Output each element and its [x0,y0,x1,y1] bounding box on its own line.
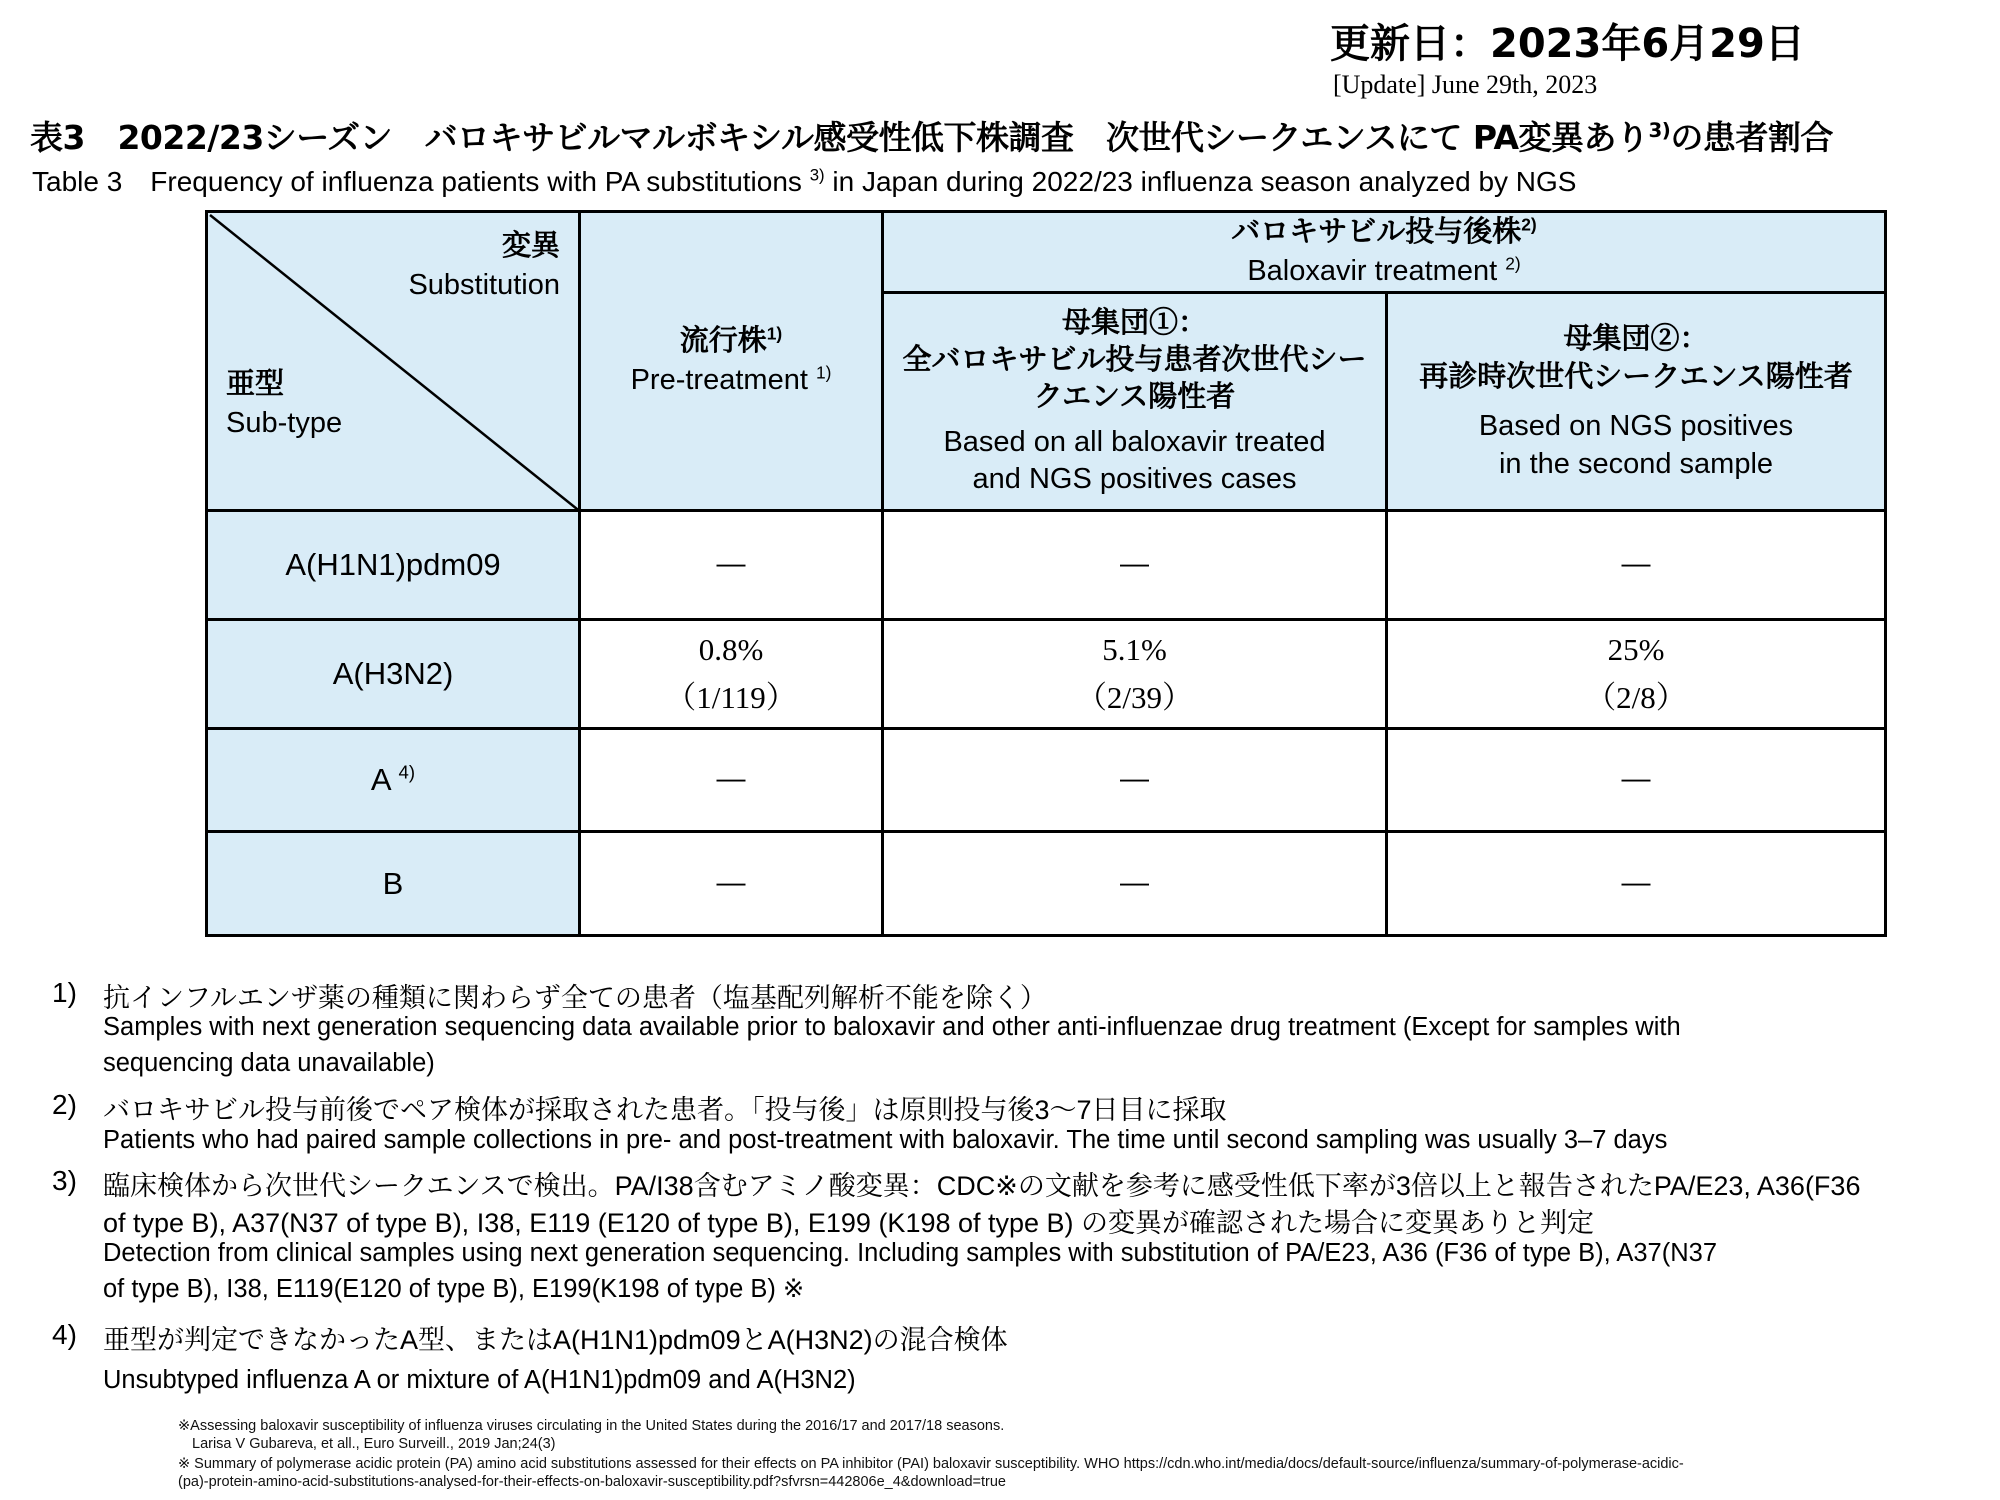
cell-value: ― [1120,763,1149,796]
title-jp-tail: の患者割合 [1670,118,1833,157]
pre-treatment-en-ref: 1) [815,362,832,383]
substitution-label-en: Substitution [408,269,560,302]
footnote-2-en-line1: Patients who had paired sample collections in pre- and post-treatment with baloxavir. The time until second sampling was usually 3–7 days [103,1126,1668,1154]
footnote-1-en-line2: sequencing data unavailable) [103,1049,435,1077]
title-en-post: in Japan during 2022/23 influenza season analyzed by NGS [824,166,1577,197]
results-table [205,210,1887,937]
cell-percent: 5.1% [1102,631,1167,667]
subtype-text: A [370,762,399,798]
footnote-1-jp: 抗インフルエンザ薬の種類に関わらず全ての患者（塩基配列解析不能を除く） [103,983,1047,1013]
baloxavir-treatment-en-ref: 2) [1505,253,1521,274]
cell-count: （2/39） [1075,680,1194,715]
cell-h3n2-pre [578,618,884,730]
cell-h1n1-pop1 [881,509,1388,621]
cell-value: ― [1120,548,1149,581]
title-en-footnote-ref: 3) [809,165,825,185]
row-header-h1n1 [205,509,581,621]
pre-treatment-jp: 流行株 [679,324,767,357]
footnote-number: 4) [52,1319,77,1350]
reference-2-line1: ※ Summary of polymerase acidic protein (PA) amino acid substitutions assessed for their effects on PA inhibitor (PAI) baloxavir susceptibility. WHO https://cdn.who.int/media/docs/default-source/influenza/summary-of-polymerase-acidic- [178,1456,1684,1472]
baloxavir-treatment-jp: バロキサビル投与後株 [1231,215,1522,248]
footnote-4-jp: 亜型が判定できなかったA型、またはA(H1N1)pdm09とA(H3N2)の混合検体 [103,1325,1008,1355]
cell-value: ― [1621,763,1651,796]
page-title-japanese [30,112,1833,159]
reference-1-line1: ※Assessing baloxavir susceptibility of influenza viruses circulating in the United States during the 2016/17 and 2017/18 seasons. [178,1418,1005,1434]
cell-percent: 0.8% [698,631,764,667]
population-1-en-line1: Based on all baloxavir treated [943,426,1326,459]
cell-count: （1/119） [665,680,797,715]
footnote-2-jp: バロキサビル投与前後でペア検体が採取された患者。「投与後」は原則投与後3～7日目に採取 [103,1095,1227,1125]
corner-header-cell [205,210,581,512]
baloxavir-treatment-en: Baloxavir treatment [1247,255,1506,287]
population-2-en-line1: Based on NGS positives [1478,409,1794,442]
population-1-jp-line3: クエンス陽性者 [1033,380,1236,413]
population-2-jp-line2: 再診時次世代シークエンス陽性者 [1419,361,1853,394]
footnote-number: 2) [52,1089,77,1120]
cell-b-pop2 [1385,830,1887,937]
population-1-jp-line1: 母集団①： [1061,306,1207,339]
row-header-h3n2 [205,618,581,730]
cell-value: ― [1621,548,1651,581]
cell-value: ― [716,763,746,796]
title-jp-footnote-ref: 3) [1648,119,1671,142]
cell-value: ― [1120,866,1149,899]
cell-value: ― [716,866,746,899]
population-1-en-line2: and NGS positives cases [972,463,1297,496]
cell-percent: 25% [1607,631,1665,667]
page-title-english [32,160,1576,200]
cell-h1n1-pop2 [1385,509,1887,621]
footnote-4-en-line1: Unsubtyped influenza A or mixture of A(H1N1)pdm09 and A(H3N2) [103,1366,856,1394]
footnote-3-en-line1: Detection from clinical samples using next generation sequencing. Including samples with substitution of PA/E23, A36 (F36 of type B), A37(N37 [103,1239,1717,1267]
cell-h1n1-pre [578,509,884,621]
subtype-label [226,365,342,443]
reference-1-line2: Larisa V Gubareva, et all., Euro Surveill., 2019 Jan;24(3) [192,1436,556,1452]
row-header-b [205,830,581,937]
population-2-jp-line1: 母集団②： [1563,322,1709,355]
subtype-text: B [382,865,404,901]
cell-count: （2/8） [1585,680,1687,715]
pre-treatment-jp-ref: 1) [766,323,783,344]
footnote-1-en-line1: Samples with next generation sequencing data available prior to baloxavir and other anti-influenzae drug treatment (Except for samples with [103,1013,1681,1041]
cell-b-pre [578,830,884,937]
column-header-pre-treatment [578,210,884,512]
footnote-3-jp-line2: of type B), A37(N37 of type B), I38, E119 (E120 of type B), E199 (K198 of type B) の変異が確認された場合に変異ありと判定 [103,1208,1595,1238]
cell-a-pop1 [881,727,1388,833]
subtype-text: A(H1N1)pdm09 [285,547,501,583]
cell-a-pre [578,727,884,833]
substitution-label-jp: 変異 [501,230,560,262]
substitution-label [408,227,560,305]
footnote-number: 1) [52,977,77,1008]
cell-a-pop2 [1385,727,1887,833]
subtype-label-jp: 亜型 [226,368,285,400]
subtype-text: A(H3N2) [332,656,454,692]
column-header-population-1 [881,291,1388,512]
update-date: 更新日：2023年6月29日 [1330,21,1805,67]
subtype-label-en: Sub-type [226,407,343,440]
footnote-number: 3) [52,1165,77,1196]
cell-value: ― [716,548,746,581]
baloxavir-treatment-jp-ref: 2) [1521,214,1537,235]
subtype-footnote-ref: 4) [398,761,416,783]
column-header-population-2 [1385,291,1887,512]
cell-h3n2-pop2 [1385,618,1887,730]
title-jp-text: 表3 2022/23シーズン バロキサビルマルボキシル感受性低下株調査 次世代シークエンスにて PA変異あり [30,118,1649,157]
population-2-en-line2: in the second sample [1498,447,1774,480]
reference-2-line2: (pa)-protein-amino-acid-substitutions-analysed-for-their-effects-on-baloxavir-susceptibility.pdf?sfvrsn=442806e_4&download=true [178,1474,1007,1490]
update-date-english: [Update] June 29th, 2023 [1333,70,1598,99]
column-header-baloxavir-treatment [881,210,1887,294]
row-header-a-unsubtyped [205,727,581,833]
cell-h3n2-pop1 [881,618,1388,730]
footnote-3-en-line2: of type B), I38, E119(E120 of type B), E199(K198 of type B) ※ [103,1275,805,1303]
cell-value: ― [1621,866,1651,899]
cell-b-pop1 [881,830,1388,937]
footnote-3-jp-line1: 臨床検体から次世代シークエンスで検出。PA/I38含むアミノ酸変異：CDC※の文献を参考に感受性低下率が3倍以上と報告されたPA/E23, A36(F36 [103,1171,1861,1201]
population-1-jp-line2: 全バロキサビル投与患者次世代シー [902,343,1367,376]
title-en-pre: Table 3 Frequency of influenza patients with PA substitutions [32,166,810,197]
pre-treatment-en: Pre-treatment [630,364,816,396]
